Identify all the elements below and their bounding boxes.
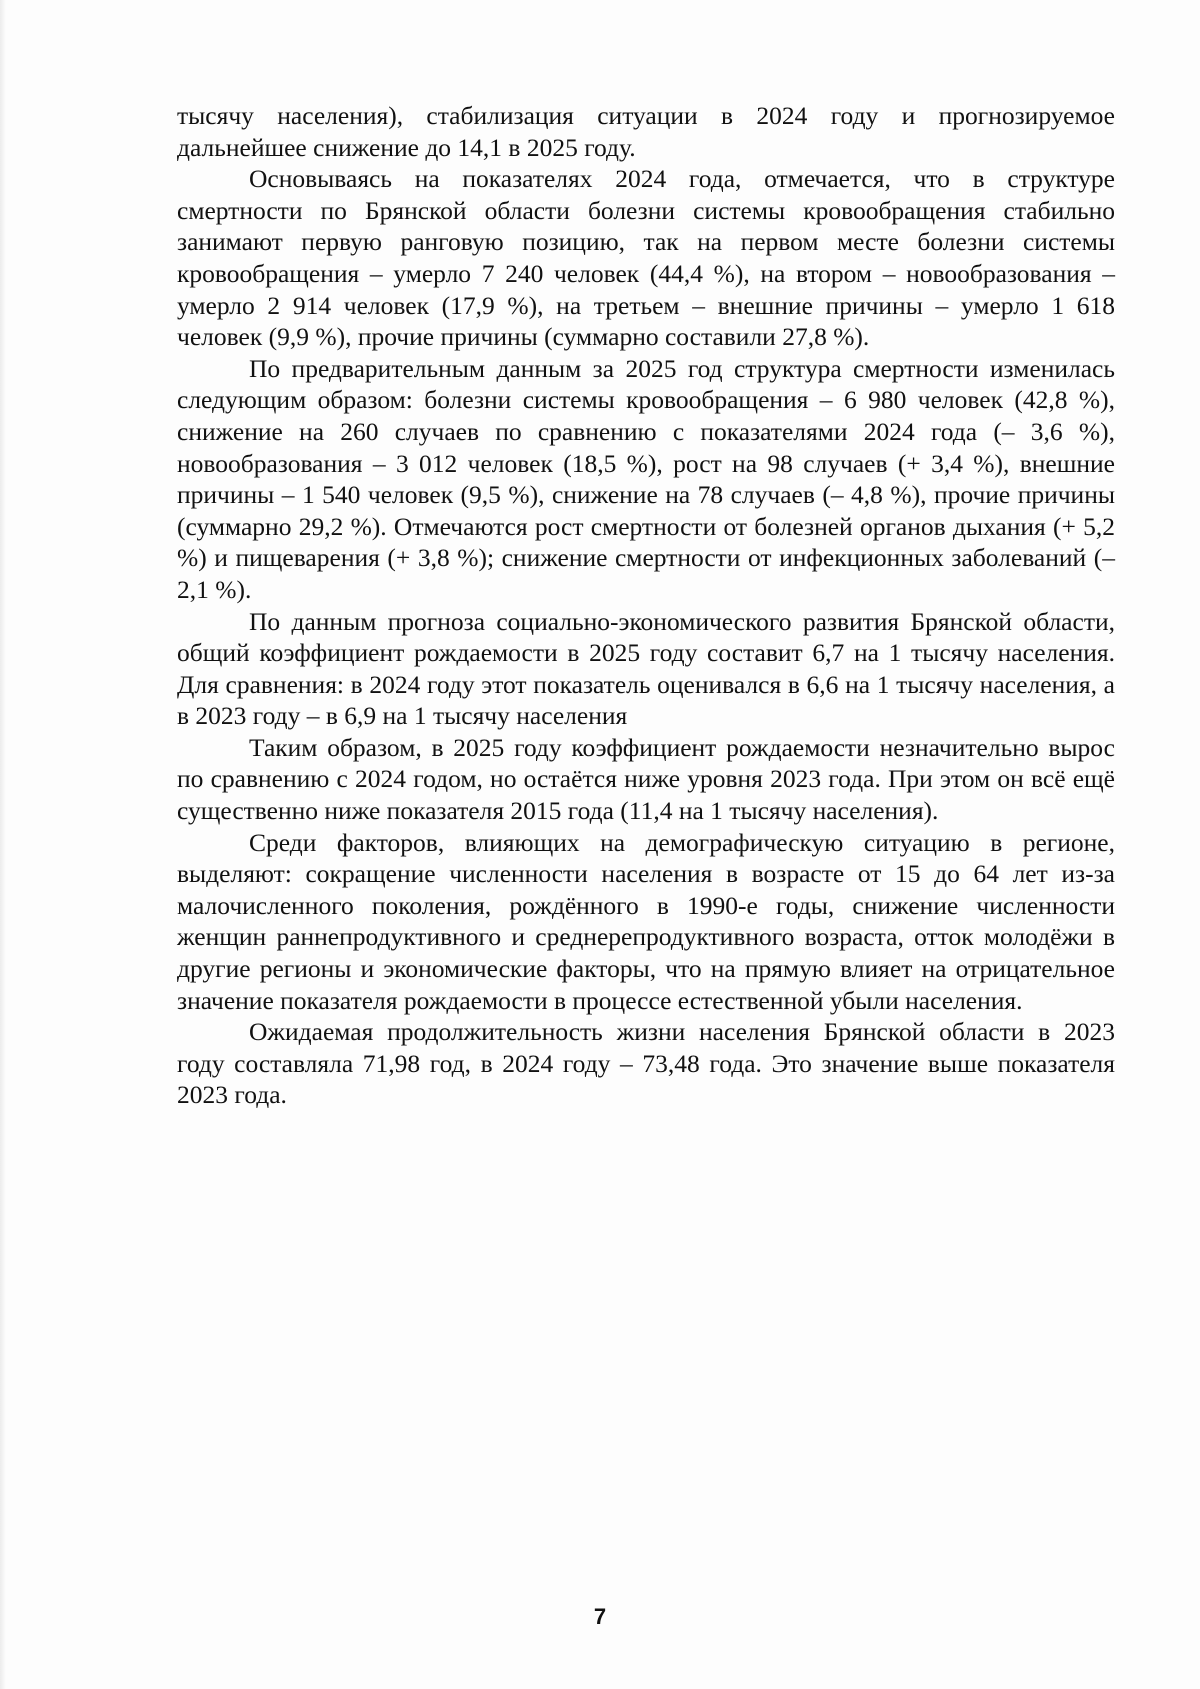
paragraph-mortality-2024: Основываясь на показателях 2024 года, отмечается, что в структуре смертности по Брянской области болезни системы кровообращения стабильно занимают первую ранговую позицию, так на первом месте болезни системы кровообращения – умерло 7 240 человек (44,4 %), на втором – новообразования – умерло 2 914 человек (17,9 %), на третьем – внешние причины – умерло 1 618 человек (9,9 %), прочие причины (суммарно составили 27,8 %).: [177, 164, 1115, 352]
paragraph-demographic-factors: Среди факторов, влияющих на демографическую ситуацию в регионе, выделяют: сокращение численности населения в возрасте от 15 до 64 лет из-за малочисленного поколения, рождённого в 1990-е годы, снижение численности женщин раннепродуктивного и среднерепродуктивного возраста, отток молодёжи в другие регионы и экономические факторы, что на прямую влияет на отрицательное значение показателя рождаемости в процессе естественной убыли населения.: [177, 827, 1115, 1015]
scan-edge-shadow: [0, 0, 6, 1689]
paragraph-continuation: тысячу населения), стабилизация ситуации в 2024 году и прогнозируемое дальнейшее снижение до 14,1 в 2025 году.: [177, 101, 1115, 162]
paragraph-mortality-2025: По предварительным данным за 2025 год структура смертности изменилась следующим образом: болезни системы кровообращения – 6 980 человек (42,8 %), снижение на 260 случаев по сравнению с показателями 2024 года (– 3,6 %), новообразования – 3 012 человек (18,5 %), рост на 98 случаев (+ 3,4 %), внешние причины – 1 540 человек (9,5 %), снижение на 78 случаев (– 4,8 %), прочие причины (суммарно 29,2 %). Отмечаются рост смертности от болезней органов дыхания (+ 5,2 %) и пищеварения (+ 3,8 %); снижение смертности от инфекционных заболеваний (– 2,1 %).: [177, 353, 1115, 604]
paragraph-life-expectancy: Ожидаемая продолжительность жизни населения Брянской области в 2023 году составляла 71,98 год, в 2024 году – 73,48 года. Это значение выше показателя 2023 года.: [177, 1017, 1115, 1110]
paragraph-birth-rate-forecast: По данным прогноза социально-экономического развития Брянской области, общий коэффициент рождаемости в 2025 году составит 6,7 на 1 тысячу населения. Для сравнения: в 2024 году этот показатель оценивался в 6,6 на 1 тысячу населения, а в 2023 году – в 6,9 на 1 тысячу населения: [177, 606, 1115, 731]
page-number: 7: [593, 1604, 607, 1629]
paragraph-birth-rate-comparison: Таким образом, в 2025 году коэффициент рождаемости незначительно вырос по сравнению с 2024 годом, но остаётся ниже уровня 2023 года. При этом он всё ещё существенно ниже показателя 2015 года (11,4 на 1 тысячу населения).: [177, 732, 1115, 826]
document-body: [177, 100, 1115, 1111]
